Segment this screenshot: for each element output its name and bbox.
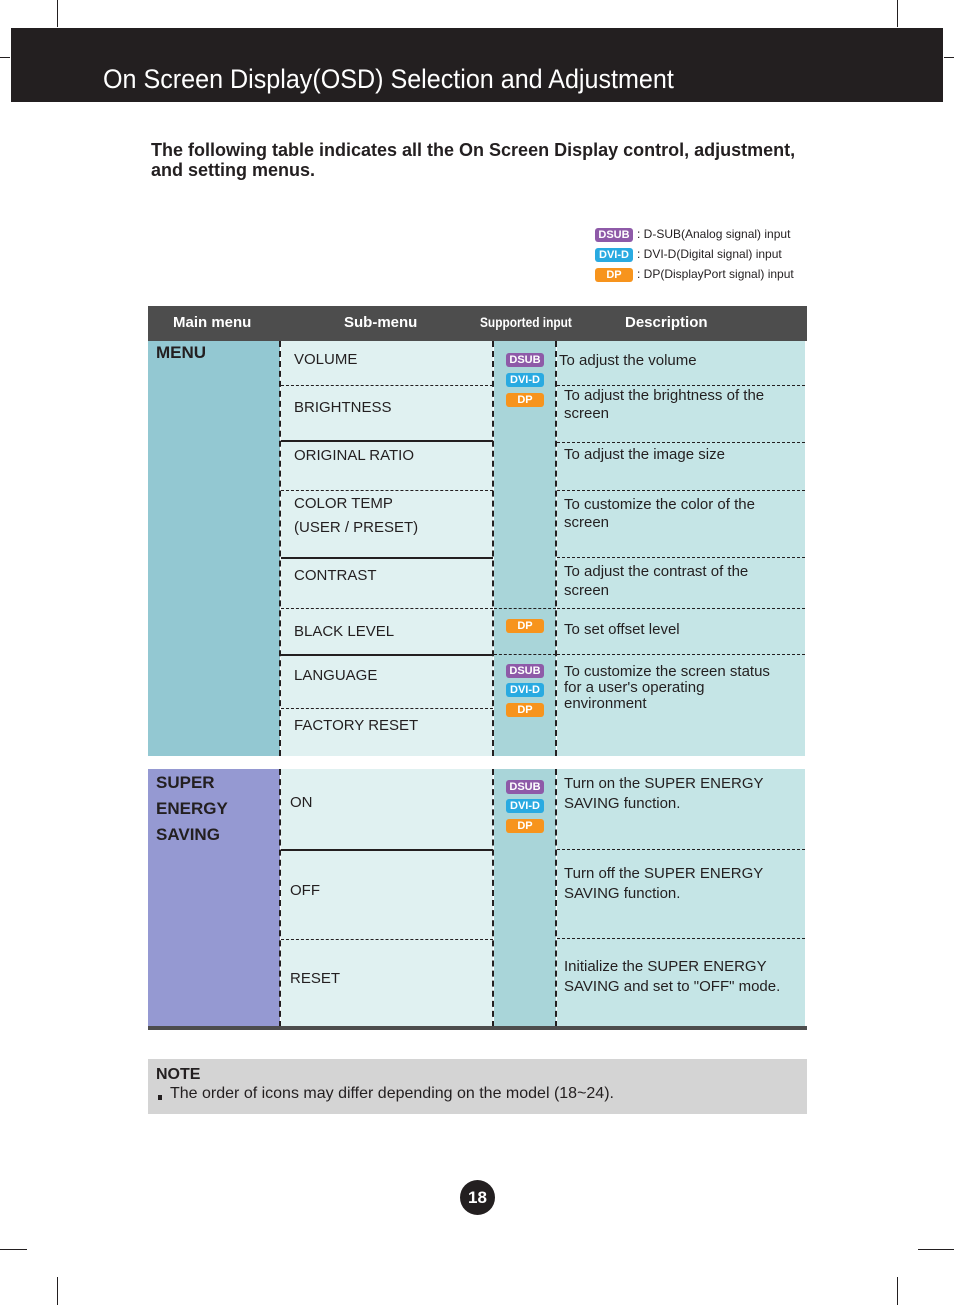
dsub-badge: DSUB <box>506 353 544 367</box>
crop-mark <box>897 0 898 27</box>
row-divider <box>281 939 493 940</box>
dp-badge: DP <box>506 619 544 633</box>
dp-badge: DP <box>506 393 544 407</box>
main-menu-cell <box>148 341 280 756</box>
header-supported-input: Supported input <box>480 314 572 330</box>
crop-mark <box>897 1277 898 1305</box>
page-number: 18 <box>460 1180 495 1215</box>
row-divider <box>557 490 805 491</box>
description-text: Initialize the SUPER ENERGY <box>564 958 767 975</box>
row-divider <box>281 608 493 609</box>
sub-menu-item: VOLUME <box>294 351 358 368</box>
crop-mark <box>944 57 954 58</box>
description-text: for a user's operating <box>564 679 705 696</box>
header-main-menu: Main menu <box>173 314 252 331</box>
row-divider <box>281 849 493 851</box>
description-text: To customize the color of the <box>564 496 755 513</box>
legend-dvid-text: : DVI-D(Digital signal) input <box>637 247 782 261</box>
row-divider <box>281 708 493 709</box>
row-divider <box>557 938 805 939</box>
crop-mark <box>57 1277 58 1305</box>
sub-menu-item: OFF <box>290 882 320 899</box>
dvid-badge: DVI-D <box>595 248 633 262</box>
description-text: To adjust the volume <box>559 352 697 369</box>
row-divider <box>281 654 493 656</box>
column-divider <box>555 769 557 1027</box>
main-menu-label: SAVING <box>156 825 220 844</box>
description-text: Turn on the SUPER ENERGY <box>564 775 764 792</box>
row-divider <box>557 654 805 655</box>
row-divider <box>494 608 556 609</box>
note-title: NOTE <box>156 1066 201 1083</box>
description-text: To adjust the contrast of the <box>564 563 749 580</box>
sub-menu-item: CONTRAST <box>294 567 377 584</box>
sub-menu-item: COLOR TEMP <box>294 495 393 512</box>
header-description: Description <box>625 314 708 331</box>
note-text: The order of icons may differ depending on the model (18~24). <box>170 1085 614 1102</box>
row-divider <box>557 849 805 850</box>
description-text: SAVING function. <box>564 795 681 812</box>
row-divider <box>557 442 805 443</box>
description-text: To set offset level <box>564 621 680 638</box>
main-menu-label: MENU <box>156 343 207 362</box>
column-divider <box>492 769 494 1027</box>
row-divider <box>281 385 493 386</box>
crop-mark <box>0 1249 27 1250</box>
description-text: To adjust the brightness of the <box>564 387 765 404</box>
dvid-badge: DVI-D <box>506 799 544 813</box>
column-divider <box>492 341 494 756</box>
description-text: screen <box>564 514 610 531</box>
dvid-badge: DVI-D <box>506 683 544 697</box>
intro-text: The following table indicates all the On Screen Display control, adjustment, and setting menus. <box>151 140 796 180</box>
dp-badge: DP <box>506 819 544 833</box>
dsub-badge: DSUB <box>506 664 544 678</box>
description-text: screen <box>564 582 610 599</box>
dvid-badge: DVI-D <box>506 373 544 387</box>
crop-mark <box>918 1249 954 1250</box>
column-divider <box>555 341 557 756</box>
column-divider <box>279 769 281 1027</box>
row-divider <box>281 440 493 442</box>
sub-menu-item: ORIGINAL RATIO <box>294 447 415 464</box>
crop-mark <box>57 0 58 27</box>
sub-menu-item: BLACK LEVEL <box>294 623 395 640</box>
main-menu-label: ENERGY <box>156 799 228 818</box>
legend-dsub-text: : D-SUB(Analog signal) input <box>637 227 791 241</box>
dp-badge: DP <box>595 268 633 282</box>
sub-menu-item: RESET <box>290 970 341 987</box>
table-bottom-border <box>148 1026 807 1030</box>
sub-menu-item: ON <box>290 794 313 811</box>
description-text: To customize the screen status <box>564 663 770 680</box>
bullet-icon <box>158 1095 162 1100</box>
header-sub-menu: Sub-menu <box>344 314 418 331</box>
dsub-badge: DSUB <box>506 780 544 794</box>
description-text: Turn off the SUPER ENERGY <box>564 865 764 882</box>
description-text: SAVING function. <box>564 885 681 902</box>
main-menu-label: SUPER <box>156 773 215 792</box>
sub-menu-item: LANGUAGE <box>294 667 378 684</box>
legend-dp-text: : DP(DisplayPort signal) input <box>637 267 794 281</box>
sub-menu-item: (USER / PRESET) <box>294 519 419 536</box>
description-text: SAVING and set to "OFF" mode. <box>564 978 781 995</box>
sub-menu-item: BRIGHTNESS <box>294 399 392 416</box>
dp-badge: DP <box>506 703 544 717</box>
row-divider <box>281 557 493 559</box>
row-divider <box>557 557 805 558</box>
description-text: environment <box>564 695 647 712</box>
note-box <box>148 1059 807 1114</box>
description-text: screen <box>564 405 610 422</box>
sub-menu-item: FACTORY RESET <box>294 717 419 734</box>
column-divider <box>279 341 281 756</box>
row-divider <box>281 490 493 491</box>
description-text: To adjust the image size <box>564 446 725 463</box>
row-divider <box>557 608 805 609</box>
row-divider <box>494 654 556 655</box>
row-divider <box>557 385 805 386</box>
dsub-badge: DSUB <box>595 228 633 242</box>
page-title: On Screen Display(OSD) Selection and Adjustment <box>103 64 674 94</box>
title-banner <box>11 28 943 102</box>
crop-mark <box>0 57 10 58</box>
table-header <box>148 306 807 341</box>
